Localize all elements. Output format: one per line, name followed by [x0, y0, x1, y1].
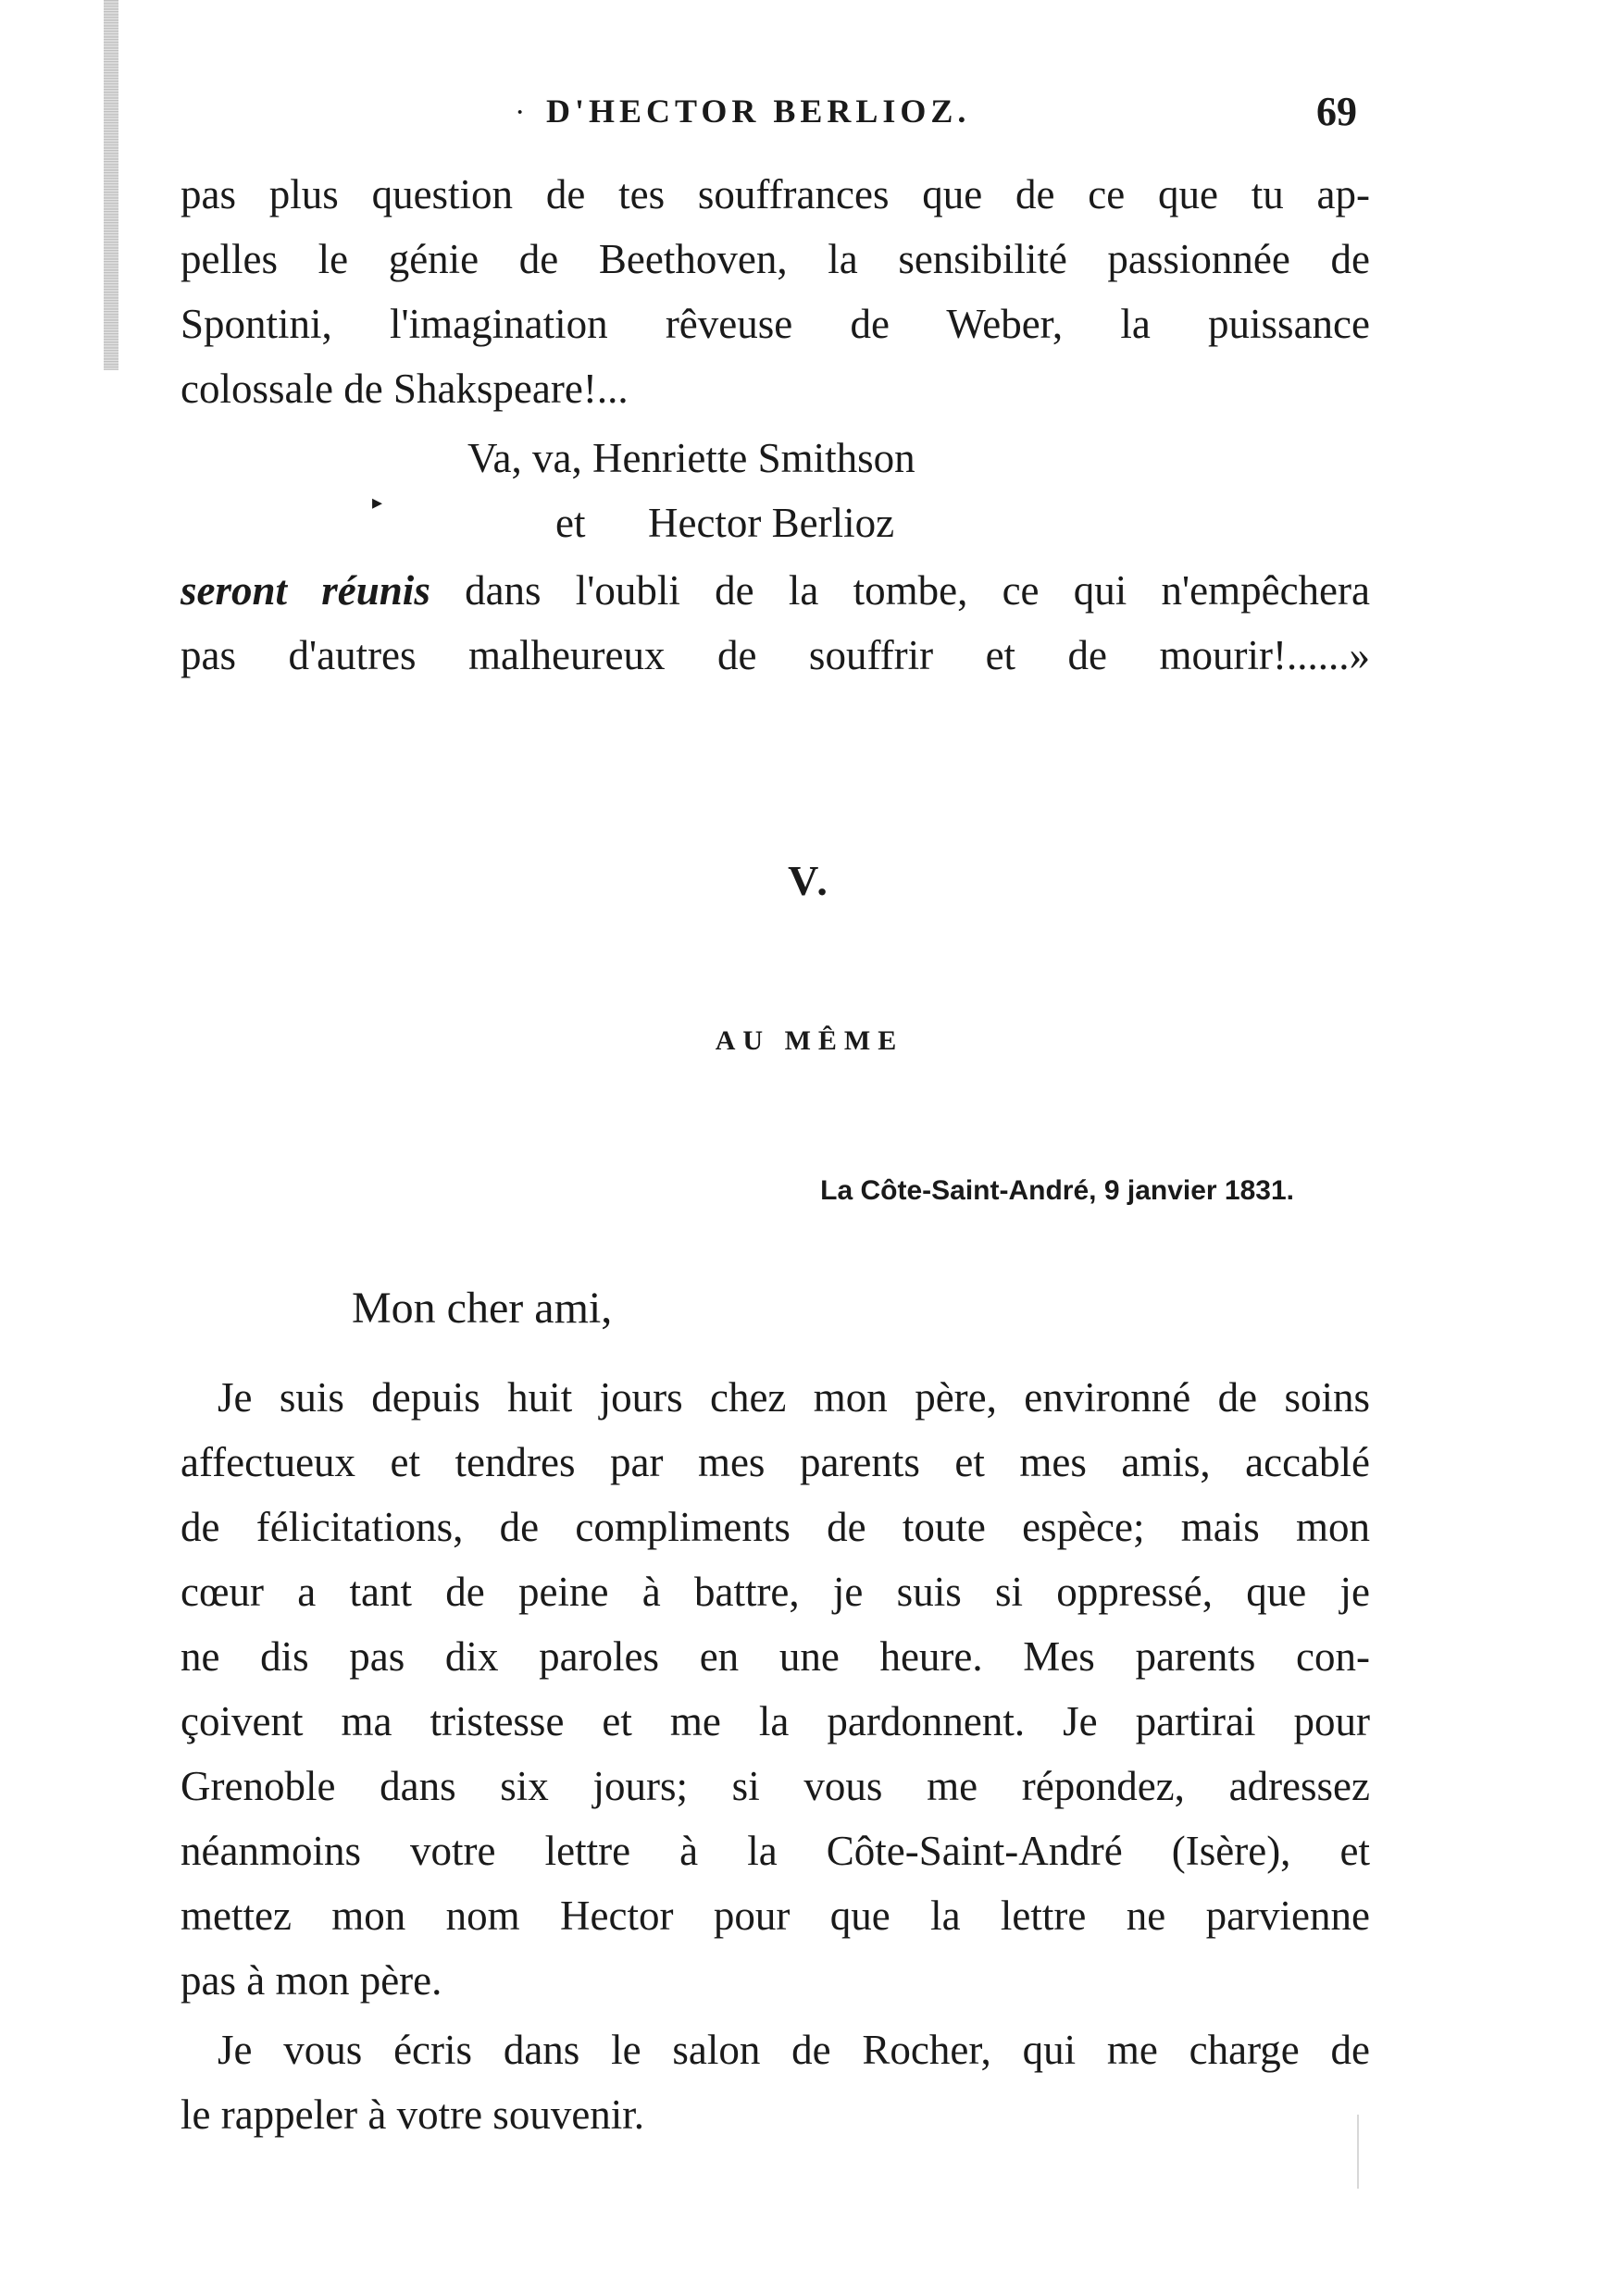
text-line: colossale de Shakspeare!... — [181, 366, 629, 412]
centered-verse-line: Va, va, Henriette Smithson — [467, 435, 915, 481]
running-head-dot: · — [515, 95, 526, 130]
text-line: pelles le génie de Beethoven, la sensibilité passionnée de — [181, 236, 1370, 282]
binding-gutter-shadow — [104, 0, 118, 370]
text-line: le rappeler à votre souvenir. — [181, 2091, 645, 2138]
running-head — [0, 88, 1619, 134]
text-line: pas plus question de tes souffrances que de ce que tu ap- — [181, 171, 1370, 217]
section-title: AU MÊME — [715, 1025, 904, 1056]
letter-dateline: La Côte-Saint-André, 9 janvier 1831. — [820, 1175, 1294, 1206]
text-line: affectueux et tendres par mes parents et mes amis, accablé — [181, 1439, 1370, 1485]
section-number: V. — [788, 857, 831, 904]
text-line: néanmoins votre lettre à la Côte-Saint-André (Isère), et — [181, 1828, 1370, 1874]
italic-phrase: seront réunis — [181, 567, 430, 614]
text-line: pas à mon père. — [181, 1957, 442, 2004]
text-line: Je vous écris dans le salon de Rocher, qui me charge de — [218, 2027, 1370, 2073]
text-line: de félicitations, de compliments de toute espèce; mais mon — [181, 1504, 1370, 1550]
text-line-rest: dans l'oubli de la tombe, ce qui n'empêchera — [430, 567, 1370, 614]
text-line: ne dis pas dix paroles en une heure. Mes parents con- — [181, 1633, 1370, 1680]
page-number: 69 — [1316, 89, 1357, 134]
text-line: Spontini, l'imagination rêveuse de Weber, la puissance — [181, 301, 1370, 347]
text-line: pas d'autres malheureux de souffrir et de mourir!......» — [181, 632, 1370, 678]
text-line: Je suis depuis huit jours chez mon père, environné de soins — [218, 1374, 1370, 1421]
text-line: Grenoble dans six jours; si vous me répondez, adressez — [181, 1763, 1370, 1809]
text-line: çoivent ma tristesse et me la pardonnent. Je partirai pour — [181, 1698, 1370, 1744]
centered-verse-line: et Hector Berlioz — [555, 500, 895, 546]
text-line — [181, 563, 1370, 620]
text-line: mettez mon nom Hector pour que la lettre ne parvienne — [181, 1893, 1370, 1939]
running-head-title: D'HECTOR BERLIOZ. — [546, 93, 971, 130]
ink-mark: ▸ — [372, 490, 383, 514]
letter-salutation: Mon cher ami, — [352, 1284, 613, 1333]
text-line: cœur a tant de peine à battre, je suis si oppressé, que je — [181, 1569, 1370, 1615]
